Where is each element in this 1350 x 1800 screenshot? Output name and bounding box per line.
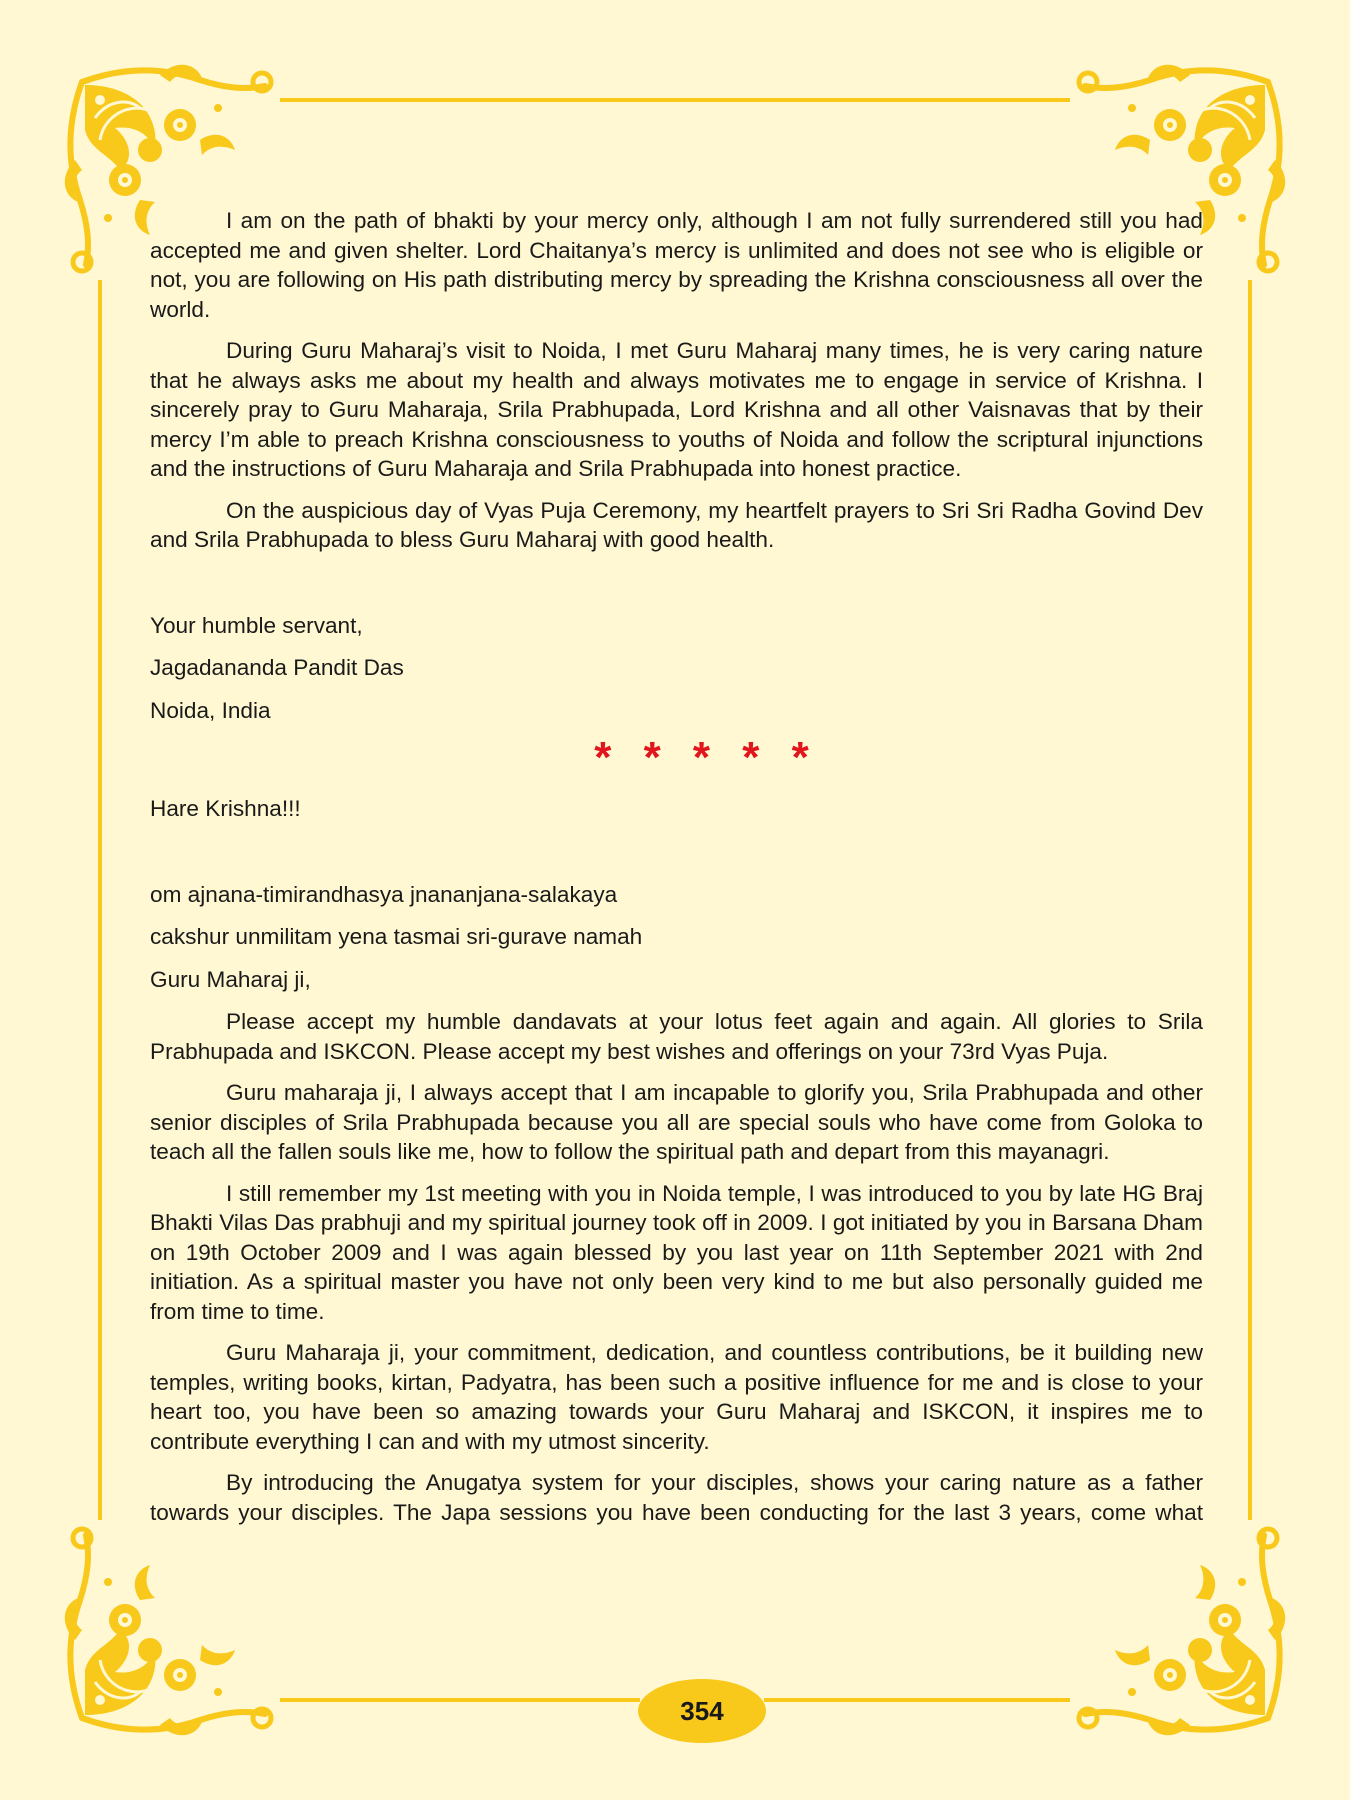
letter2-paragraph-5: By introducing the Anugatya system for your disciples, shows your caring nature as a father towards your disciples. The Japa sessions you have been conducting for the last 3 years, come what [150,1470,1203,1525]
corner-ornament-bottom-right [1079,1529,1285,1735]
section-separator-stars: * * * * * [594,733,819,782]
letter-2 [150,794,1203,1527]
letter2-salutation: Guru Maharaj ji, [150,966,311,992]
letter2-greeting: Hare Krishna!!! [150,796,301,821]
letter1-paragraph-1: I am on the path of bhakti by your mercy only, although I am not fully surrendered still you had accepted me and given shelter. Lord Chaitanya’s mercy is unlimited and does not see who is eligible or not, you are following on His path distributing mercy by spreading the Krishna consciousness all over the world. [150,208,1203,322]
letter1-closing: Your humble servant, [150,612,363,638]
letter2-paragraph-2: Guru maharaja ji, I always accept that I am incapable to glorify you, Srila Prabhupada and other senior disciples of Srila Prabhupada because you all are special souls who have come from Goloka to teach all the fallen souls like me, how to follow the spiritual path and depart from this mayanagri. [150,1080,1203,1164]
page-content [150,206,1203,1539]
letter2-verse-line-2: cakshur unmilitam yena tasmai sri-gurave namah [150,924,643,949]
letter2-paragraph-4: Guru Maharaja ji, your commitment, dedication, and countless contributions, be it building new temples, writing books, kirtan, Padyatra, has been such a positive influence for me and is close to your heart too, you have been so amazing towards your Guru Maharaj and ISKCON, it inspires me to contribute everything I can and with my utmost sincerity. [150,1340,1203,1454]
letter2-paragraph-1: Please accept my humble dandavats at your lotus feet again and again. All glories to Srila Prabhupada and ISKCON. Please accept my best wishes and offerings on your 73rd Vyas Puja. [150,1009,1203,1064]
letter1-signatory-name: Jagadananda Pandit Das [150,655,404,680]
letter1-signatory-location: Noida, India [150,697,271,723]
corner-ornament-bottom-left [65,1529,271,1735]
letter1-paragraph-3: On the auspicious day of Vyas Puja Ceremony, my heartfelt prayers to Sri Sri Radha Govind Dev and Srila Prabhupada to bless Guru Maharaj with good health. [150,497,1203,552]
letter-1 [150,206,1203,725]
page-number: 354 [638,1679,766,1743]
letter2-verse-line-1: om ajnana-timirandhasya jnananjana-salakaya [150,881,618,907]
letter2-paragraph-3: I still remember my 1st meeting with you in Noida temple, I was introduced to you by late HG Braj Bhakti Vilas Das prabhuji and my spiritual journey took off in 2009. I got initiated by you in Barsana Dham on 19th October 2009 and I was again blessed by you last year on 11th September 2021 with 2nd initiation. As a spiritual master you have not only been very kind to me but also personally guided me from time to time. [150,1180,1203,1324]
letter1-paragraph-2: During Guru Maharaj’s visit to Noida, I met Guru Maharaj many times, he is very caring nature that he always asks me about my health and always motivates me to engage in service of Krishna. I sincerely pray to Guru Maharaja, Srila Prabhupada, Lord Krishna and all other Vaisnavas that by their mercy I’m able to preach Krishna consciousness to youths of Noida and follow the scriptural injunctions and the instructions of Guru Maharaja and Srila Prabhupada into honest practice. [150,338,1203,481]
